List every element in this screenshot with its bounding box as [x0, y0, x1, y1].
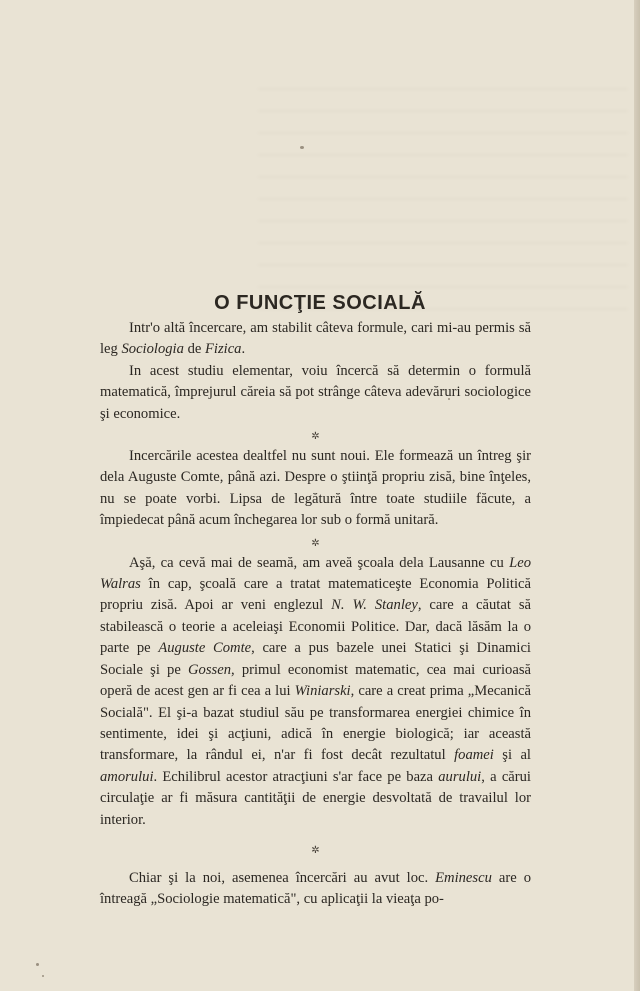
paper-speck	[300, 146, 304, 149]
italic-term: foamei	[454, 747, 494, 764]
paragraph: Chiar şi la noi, asemenea încercări au avut loc. Eminescu are o întreagă „Sociologie matematică", cu aplicaţii la vieaţa po-	[100, 869, 531, 908]
section-separator: ✲	[311, 537, 320, 549]
paragraph: Aşă, ca cevă mai de seamă, am aveă şcoala dela Lausanne cu Leo Walras în cap, şcoală care a tratat matematiceşte Economia Politică propriu zisă. Apoi ar veni englezul N. W. Stanley, care a căutat să stabilească o teorie a aceleiaşi Economii Politice. Dar, dacă lăsăm la o parte pe Auguste Comte, care a pus bazele unei Statici şi Dinamici Sociale şi pe Gossen, primul economist matematic, cea mai curioasă operă de acest gen ar fi cea a lui Winiarski, care a creat prima „Mecanică Socială". El şi-a bazat studiul său pe transformarea energiei chimice în sentimente, idei şi acţiuni, adică în energie biologică; iar această transformare, la rândul ei, n'ar fi fost decât rezultatul foamei şi al amorului. Echilibrul acestor atracţiuni s'ar face pe baza aurului, a cărui circulaţie ar fi măsura cantităţii de energie desvoltată de travailul lor interior.	[100, 554, 531, 828]
italic-term: N. W. Stanley	[331, 597, 418, 614]
paper-speck	[42, 975, 44, 977]
italic-term: Fizica	[205, 341, 242, 358]
italic-term: Eminescu	[435, 869, 492, 886]
spacer	[100, 860, 531, 868]
page-edge	[634, 0, 640, 991]
italic-term: amorului	[100, 768, 154, 785]
spacer	[100, 831, 531, 839]
chapter-title: O FUNCŢIE SOCIALĂ	[214, 292, 426, 315]
section-separator: ✲	[311, 431, 320, 443]
italic-term: Winiarski	[294, 683, 351, 700]
italic-term: Gossen	[188, 661, 231, 678]
italic-term: aurului	[438, 768, 482, 785]
paper-speck	[36, 963, 39, 966]
bleed-through-text	[258, 88, 628, 318]
paragraph: In acest studiu elementar, voiu încercă să determin o formulă matematică, împrejurul căreia să pot strânge câteva adevăruri sociologice şi economice.	[100, 362, 531, 422]
paragraph: Intr'o altă încercare, am stabilit câteva formule, cari mi-au permis să leg Sociologia de Fizica.	[100, 320, 531, 358]
section-separator: ✲	[311, 844, 320, 856]
italic-term: Sociologia	[121, 341, 184, 358]
chapter-body	[100, 318, 531, 911]
paragraph: Incercările acestea dealtfel nu sunt noui. Ele formează un întreg şir dela Auguste Comte, până azi. Despre o ştiinţă propriu zisă, bine înţeles, nu se poate vorbi. Lipsa de legătură între toate studiile făcute, a împiedecat până acum închegarea lor sub o formă unitară.	[100, 448, 531, 529]
italic-term: Leo Walras	[100, 554, 531, 593]
italic-term: Auguste Comte	[158, 640, 252, 657]
